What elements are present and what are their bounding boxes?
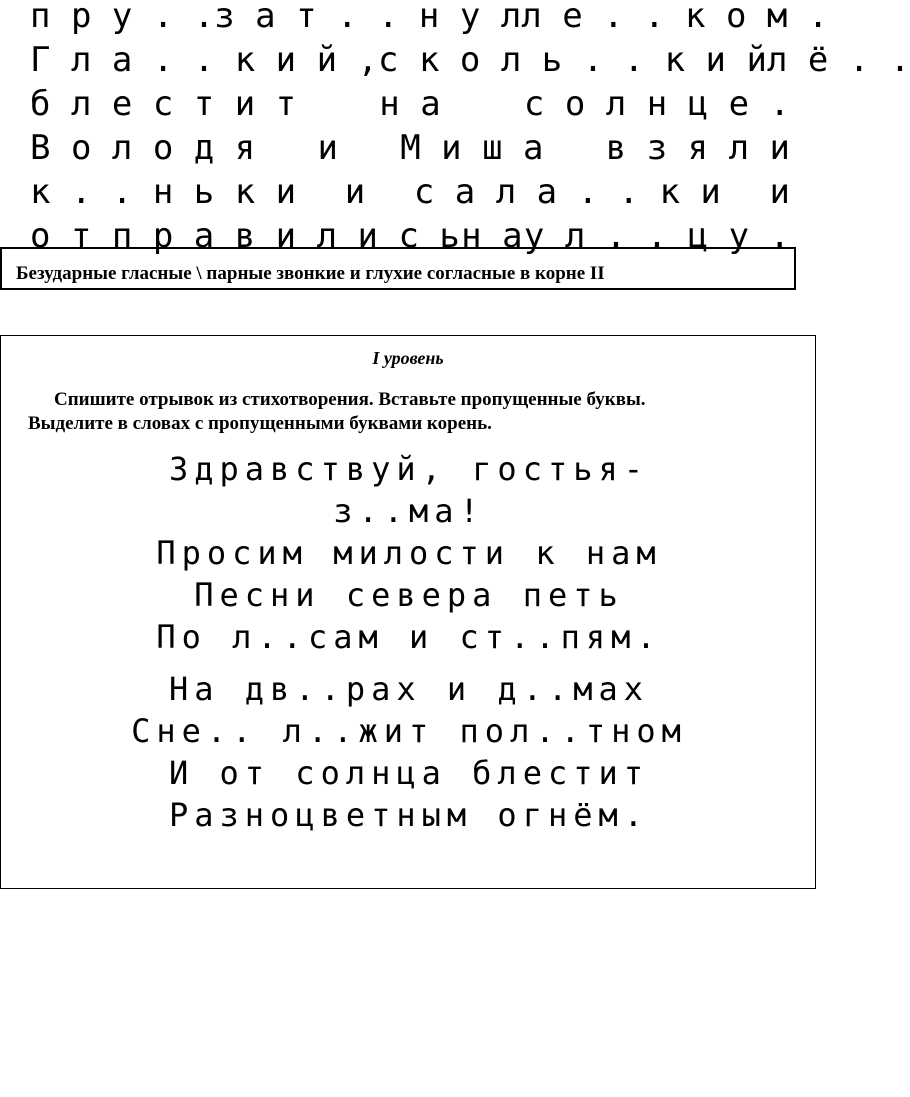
poem-line: Здравствуй, гостья- [168,450,650,488]
poem-line: На дв..рах и д..мах [168,670,650,708]
word: с о л н ц е . [523,84,790,124]
task-instruction [28,388,798,436]
word: В о л о д я [30,128,256,168]
poem [41,448,777,836]
poem-line: Просим милости к нам [156,534,662,572]
poem-line: По л..сам и ст..пям. [156,618,662,656]
instruction-line-2: Выделите в словах с пропущенными буквами корень. [28,413,492,434]
word: у л . . ц у . [523,216,790,256]
text-line-2 [30,38,910,82]
stanza-gap [41,658,777,668]
word: и [769,172,790,212]
section-header-box [0,247,796,290]
word: н а [379,84,441,124]
poem-line: Разноцветным огнём. [168,796,650,834]
poem-line: Песни севера петь [194,576,624,614]
word: л ё . . [766,40,910,80]
word: и [317,128,338,168]
instruction-line-1: Спишите отрывок из стихотворения. Вставьте пропущенные буквы. [54,389,646,410]
word: с к о л ь . . к и й [378,40,767,80]
word: с а л а . . к и [413,172,721,212]
word: к . . н ь к и [30,172,297,212]
word: н а [461,216,523,256]
word: о т п р а в и л и с ь [30,216,460,256]
exercise-box [0,335,816,889]
word: М и ш а [400,128,544,168]
section-header: Безударные гласные \ парные звонкие и глухие согласные в корне II [16,263,605,284]
top-exercise-text [30,0,910,258]
text-line-4 [30,126,790,170]
poem-line: И от солнца блестит [168,754,650,792]
poem-line: Сне.. л..жит пол..тном [131,712,687,750]
poem-line: з..ма! [333,492,485,530]
level-heading: I уровень [372,348,444,368]
text-line-1 [30,0,829,38]
text-line-5 [30,170,790,214]
word: б л е с т и т [30,84,297,124]
word: и [344,172,366,212]
word: л е . . к о м . [521,0,829,36]
text-line-3 [30,82,790,126]
word: Г л а . . к и й , [30,40,378,80]
word: п р у . . [30,0,215,36]
word: в з я л и [605,128,790,168]
word: з а т . . н у л [214,0,522,36]
